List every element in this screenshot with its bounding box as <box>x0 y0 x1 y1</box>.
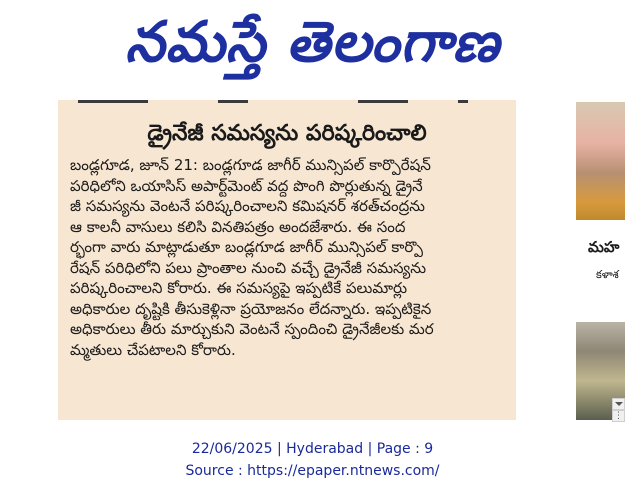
article-headline: డ్రైనేజీ సమస్యను పరిష్కరించాలి <box>147 121 427 146</box>
article-line: బండ్లగూడ, జూన్ 21: బండ్లగూడ జాగీర్ మున్సిపల్ కార్పొరేషన్ <box>70 156 431 174</box>
article-line: ఆ కాలనీ వాసులు కలిసి వినతిపత్రం అందజేశారు. ఈ సంద <box>70 217 406 236</box>
article-line: రేషన్ పరిధిలోని పలు ప్రాంతాల నుంచి వచ్చే డ్రైనేజీ సమస్యను <box>70 258 427 277</box>
chevron-down-icon[interactable] <box>612 398 625 410</box>
edition-info: 22/06/2025 | Hyderabad | Page : 9 <box>191 441 434 457</box>
article-line: జీ సమస్యను వెంటనే పరిష్కరించాలని కమిషనర్ శరత్‌చంద్రను <box>70 197 425 215</box>
article-line: ర్భంగా వారు మాట్లాడుతూ బండ్లగూడ జాగీర్ మున్సిపల్ కార్పొ <box>70 238 423 256</box>
newspaper-logo: నమస్తే తెలంగాణ <box>125 9 500 75</box>
article-clipping <box>58 100 516 420</box>
side-photo-students <box>576 102 625 220</box>
grip-icon[interactable]: ⋮ <box>614 411 623 421</box>
article-body <box>70 155 508 360</box>
article-line: మ్మతులు చేపటాలని కోరారు. <box>70 340 236 359</box>
article-line: పరిష్కరించాలని కోరారు. ఈ సమస్యపై ఇప్పటికే పలుమార్లు <box>70 279 408 297</box>
article-line: పరిధిలోని ఒయాసిస్ అపార్ట్‌మెంట్ వద్ద పొంగి పొర్లుతున్న డ్రైనే <box>70 176 423 195</box>
article-line: అధికారులు తీరు మార్చుకుని వెంటనే స్పందించి డ్రైనేజీలకు మర <box>70 320 434 338</box>
masthead <box>0 0 625 90</box>
clipped-text-remnant <box>58 100 516 110</box>
side-headline-fragment: మహ <box>588 238 620 256</box>
source-link[interactable]: Source : https://epaper.ntnews.com/ <box>185 463 440 479</box>
article-line: అధికారుల దృష్టికి తీసుకెళ్లినా ప్రయోజనం లేదన్నారు. ఇప్పటికైన <box>70 299 432 318</box>
side-subhead-fragment: కళాశ <box>596 268 619 281</box>
